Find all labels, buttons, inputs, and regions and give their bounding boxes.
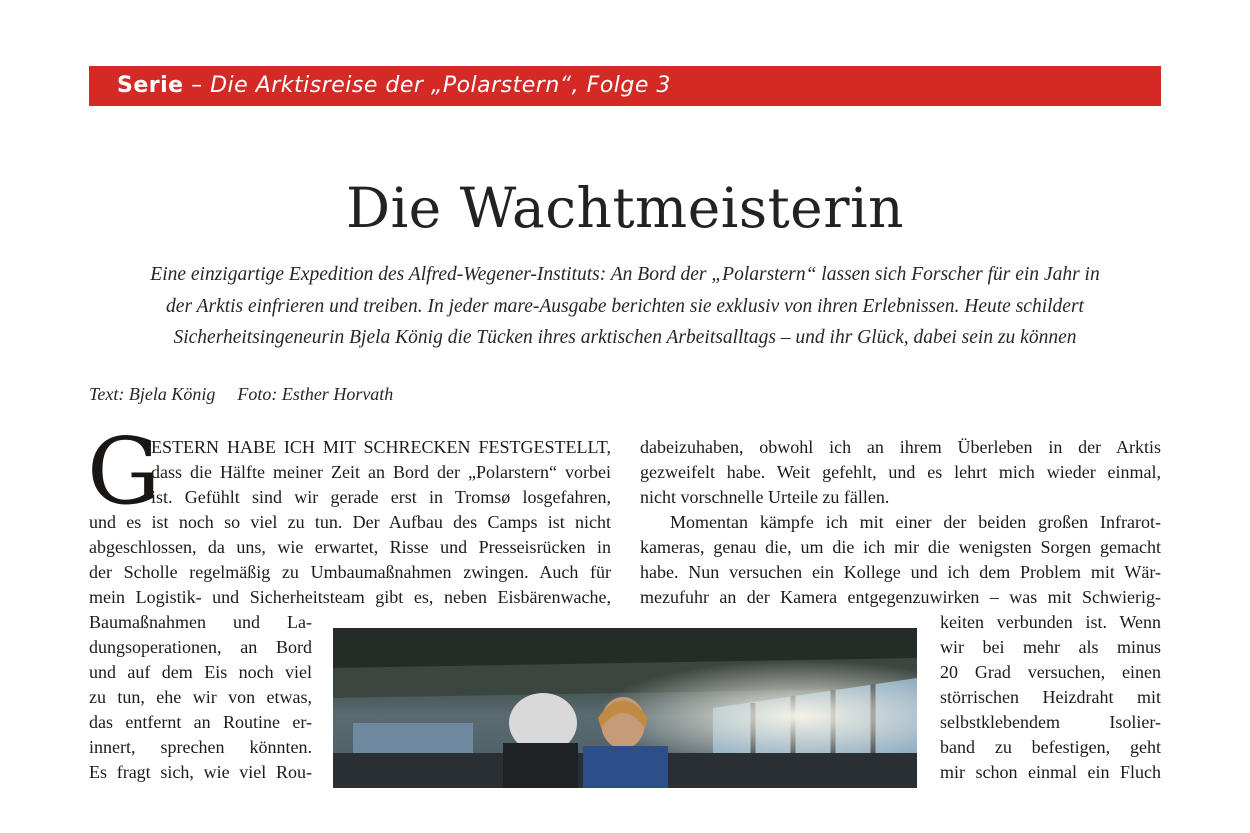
text-line: ist. Gefühlt sind wir gerade erst in Tromsø losgefahren, <box>151 487 611 507</box>
text-line: ESTERN HABE ICH MIT SCHRECKEN FESTGESTELLT, <box>151 437 611 457</box>
text-line: nicht vorschnelle Urteile zu fällen. <box>640 487 890 507</box>
text-line: das entfernt an Routine er- <box>89 712 312 732</box>
text-line: Momentan kämpfe ich mit einer der beiden großen Infrarot- <box>670 512 1161 532</box>
text-line: zu tun, ehe wir von etwas, <box>89 687 312 707</box>
text-line: der Scholle regelmäßig zu Umbaumaßnahmen zwingen. Auch für <box>89 562 611 582</box>
text-line: innert, sprechen könnten. <box>89 737 312 757</box>
ship-bridge-photo <box>333 628 917 788</box>
lead-line: Sicherheitsingeneurin Bjela König die Tücken ihres arktischen Arbeitsalltags – und ihr Glück, dabei sein zu können <box>173 327 1077 348</box>
author-credit: Text: Bjela König <box>89 384 216 404</box>
text-line: Es fragt sich, wie viel Rou- <box>89 762 312 782</box>
text-line: dungsoperationen, an Bord <box>89 637 312 657</box>
text-line: und auf dem Eis noch viel <box>89 662 312 682</box>
text-line: mezufuhr an der Kamera entgegenzuwirken – was mit Schwierig- <box>640 587 1161 607</box>
text-line: dass die Hälfte meiner Zeit an Bord der „Polarstern“ vorbei <box>151 462 611 482</box>
series-subtitle: Die Arktisreise der „Polarstern“, Folge 3 <box>210 73 671 98</box>
text-line: gezweifelt habe. Weit gefehlt, und es lehrt mich wieder einmal, <box>640 462 1161 482</box>
text-line: abgeschlossen, da uns, wie erwartet, Risse und Presseisrücken in <box>89 537 611 557</box>
text-line: 20 Grad versuchen, einen <box>940 662 1161 682</box>
drop-cap: G <box>87 418 161 525</box>
text-line: band zu befestigen, geht <box>940 737 1161 757</box>
credits <box>89 384 415 405</box>
headline: Die Wachtmeisterin <box>345 176 905 240</box>
text-line: mir schon einmal ein Fluch <box>940 762 1161 782</box>
series-label: Serie <box>117 73 184 98</box>
text-line: keiten verbunden ist. Wenn <box>940 612 1161 632</box>
text-line: habe. Nun versuchen ein Kollege und ich dem Problem mit Wär- <box>640 562 1161 582</box>
text-line: kameras, genau die, um die ich mir die wenigsten Sorgen gemacht <box>640 537 1161 557</box>
lead-paragraph <box>89 259 1161 354</box>
text-line: selbstklebendem Isolier- <box>940 712 1161 732</box>
series-dash: – <box>191 73 203 98</box>
series-banner <box>89 66 1161 106</box>
lead-line: Eine einzigartige Expedition des Alfred-Wegener-Instituts: An Bord der „Polarstern“ lassen sich Forscher für ein Jahr in <box>150 264 1100 285</box>
text-line: Baumaßnahmen und La- <box>89 612 312 632</box>
photo-credit: Foto: Esther Horvath <box>237 384 394 404</box>
text-line: störrischen Heizdraht mit <box>940 687 1161 707</box>
text-line: und es ist noch so viel zu tun. Der Aufbau des Camps ist nicht <box>89 512 611 532</box>
text-line: dabeizuhaben, obwohl ich an ihrem Überleben in der Arktis <box>640 437 1161 457</box>
text-line: wir bei mehr als minus <box>940 637 1161 657</box>
photo-illustration <box>333 628 917 788</box>
lead-line: der Arktis einfrieren und treiben. In jeder mare-Ausgabe berichten sie exklusiv von ihren Erlebnissen. Heute schildert <box>166 295 1084 317</box>
text-line: mein Logistik- und Sicherheitsteam gibt es, neben Eisbärenwache, <box>89 587 611 607</box>
